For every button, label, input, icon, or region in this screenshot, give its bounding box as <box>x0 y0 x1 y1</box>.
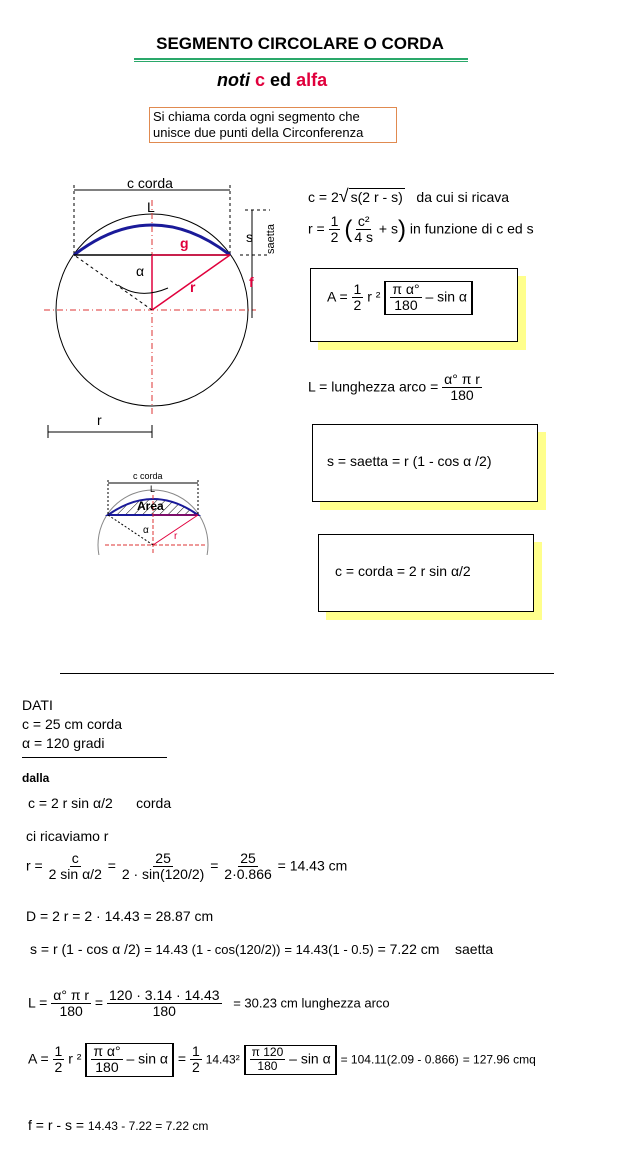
label-L: L <box>147 199 155 215</box>
page-title: SEGMENTO CIRCOLARE O CORDA <box>156 34 444 53</box>
title-underline <box>134 58 468 60</box>
label-g: g <box>180 235 189 251</box>
section-divider <box>60 673 554 674</box>
calc-c-formula: c = 2 r sin α/2 corda <box>28 795 172 811</box>
svg-text:Area: Area <box>137 499 164 513</box>
area-formula-box: A = $\frac{1}{2}$ r ² $\frac{\text{π α°}}{180}$ – sin α <box>310 268 518 342</box>
definition-note: Si chiama corda ogni segmento che unisce due punti della Circonferenza <box>149 107 397 143</box>
label-alpha: α <box>136 263 145 279</box>
subtitle-noti: noti <box>217 70 250 90</box>
svg-text:L: L <box>150 484 156 494</box>
dati-underline <box>22 757 167 758</box>
dati-alpha: α = 120 gradi <box>22 735 105 751</box>
calc-r: r = $\frac{c}{\text{2 sin α/2}}$ = $\frac{25}{2 \cdot \sin(120/2)}$ = $\frac{25}{2\cdot 0.866}$ = 14.43 cm <box>26 850 348 883</box>
subtitle-ed: ed <box>270 70 292 90</box>
calc-A: A = $\frac{1}{2}$ r ² $\frac{\text{π α°}}{180}$ – sin α = $\frac{1}{2}$ 14.43² $\frac{\pi 120}{180}$ – sin α = 104.11(2.09 - 0.866) = 127.96 cmq <box>28 1043 536 1076</box>
formula-c: c = 2√ s(2 r - s) da cui si ricava <box>308 186 510 206</box>
subtitle-c: c <box>255 70 266 90</box>
subtitle <box>217 70 327 91</box>
saetta-box: s = saetta = r (1 - cos α /2) <box>312 424 538 502</box>
label-f: f <box>249 274 254 290</box>
corda-box: c = corda = 2 r sin α/2 <box>318 534 534 612</box>
dati-header: DATI <box>22 697 53 713</box>
formula-r: r = $\frac{1}{2}$ ( $\frac{\text{c²}}{4 s}$ + s) in funzione di c ed s <box>308 213 534 246</box>
calc-L: L = $\frac{\text{α° π r}}{180}$ = $\frac{120 \cdot 3.14 \cdot 14.43}{180}$ = 30.23 cm lunghezza arco <box>28 987 390 1020</box>
formula-L: L = lunghezza arco = $\frac{\text{α° π r}}{180}$ <box>308 371 480 404</box>
label-r-bottom: r <box>97 412 102 428</box>
calc-f: f = r - s = 14.43 - 7.22 = 7.22 cm <box>28 1117 209 1133</box>
svg-text:α: α <box>143 525 149 536</box>
label-s: s <box>246 229 253 245</box>
label-r: r <box>190 279 196 295</box>
dati-c: c = 25 cm corda <box>22 716 122 732</box>
title-underline-2 <box>134 61 468 62</box>
alpha-arc <box>118 285 168 293</box>
calc-D: D = 2 r = 2 · 14.43 = 28.87 cm <box>26 908 214 924</box>
label-saetta: saetta <box>265 224 277 254</box>
main-diagram <box>0 170 300 440</box>
subtitle-alfa: alfa <box>296 70 328 90</box>
label-c-corda: c corda <box>127 175 173 191</box>
svg-text:c corda: c corda <box>133 471 163 481</box>
svg-text:r: r <box>174 531 178 542</box>
calc-ricaviamo: ci ricaviamo r <box>26 828 109 844</box>
calc-s: s = r (1 - cos α /2) = 14.43 (1 - cos(120/2)) = 14.43(1 - 0.5) = 7.22 cm saetta <box>30 941 494 957</box>
calc-dalla: dalla <box>22 771 50 785</box>
area-diagram <box>90 465 220 575</box>
